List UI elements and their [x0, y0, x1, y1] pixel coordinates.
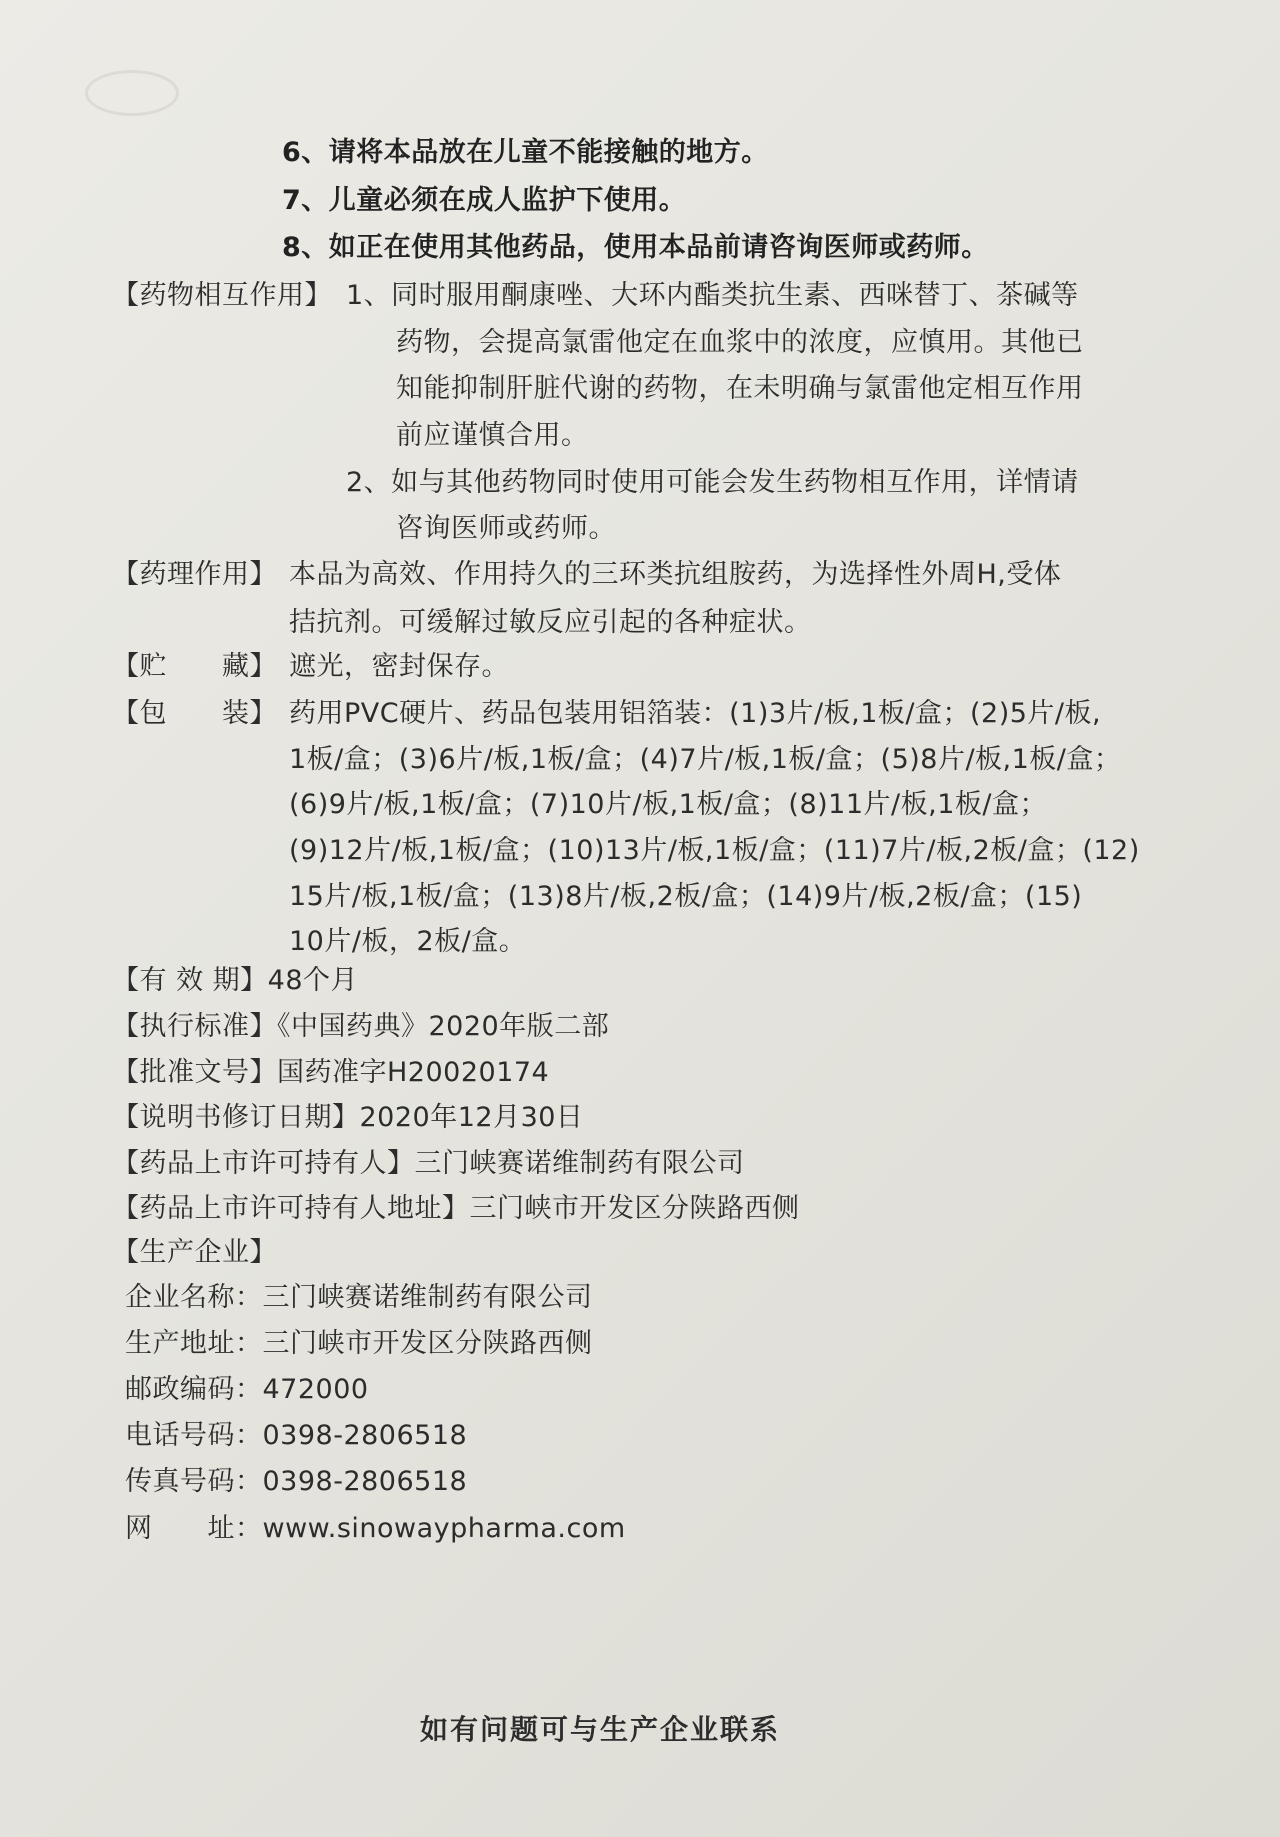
- manufacturer-fax: 传真号码：0398-2806518: [125, 1466, 468, 1497]
- interaction-line: 知能抑制肝脏代谢的药物，在未明确与氯雷他定相互作用: [396, 373, 1084, 404]
- precaution-6: 6、请将本品放在儿童不能接触的地方。: [282, 137, 769, 168]
- package-line: 10片/板，2板/盒。: [289, 926, 527, 957]
- manufacturer-address: 生产地址：三门峡市开发区分陕路西侧: [125, 1328, 593, 1359]
- interaction-line: 前应谨慎合用。: [396, 420, 589, 451]
- precaution-7: 7、儿童必须在成人监护下使用。: [282, 185, 687, 216]
- approval-line: 【批准文号】国药准字H20020174: [112, 1057, 550, 1088]
- manufacturer-postcode: 邮政编码：472000: [125, 1374, 369, 1405]
- interaction-line: 2、如与其他药物同时使用可能会发生药物相互作用，详情请: [346, 467, 1079, 498]
- standard-line: 【执行标准】《中国药典》2020年版二部: [112, 1011, 610, 1042]
- package-line: 1板/盒；(3)6片/板,1板/盒；(4)7片/板,1板/盒；(5)8片/板,1板/盒；: [289, 744, 1122, 775]
- pharmacology-line: 本品为高效、作用持久的三环类抗组胺药，为选择性外周H,受体: [289, 559, 1062, 590]
- interaction-line: 药物，会提高氯雷他定在血浆中的浓度，应慎用。其他已: [396, 327, 1084, 358]
- package-label: 【包 装】: [112, 698, 277, 729]
- storage-value: 遮光，密封保存。: [289, 651, 509, 682]
- package-line: 药用PVC硬片、药品包装用铝箔装：(1)3片/板,1板/盒；(2)5片/板,: [289, 698, 1102, 729]
- manufacturer-phone: 电话号码：0398-2806518: [125, 1420, 468, 1451]
- mah-line: 【药品上市许可持有人】三门峡赛诺维制药有限公司: [112, 1148, 745, 1179]
- manufacturer-website: 网 址：www.sinowaypharma.com: [125, 1513, 626, 1544]
- package-line: (9)12片/板,1板/盒；(10)13片/板,1板/盒；(11)7片/板,2板/盒；(12): [289, 835, 1140, 866]
- revision-date-line: 【说明书修订日期】2020年12月30日: [112, 1102, 584, 1133]
- interaction-label: 【药物相互作用】: [112, 280, 332, 311]
- footer-note: 如有问题可与生产企业联系: [420, 1713, 781, 1746]
- manufacturer-name: 企业名称：三门峡赛诺维制药有限公司: [125, 1282, 593, 1313]
- package-line: (6)9片/板,1板/盒；(7)10片/板,1板/盒；(8)11片/板,1板/盒；: [289, 789, 1047, 820]
- pharmacology-label: 【药理作用】: [112, 559, 277, 590]
- pharmacology-line: 拮抗剂。可缓解过敏反应引起的各种症状。: [289, 607, 812, 638]
- faint-seal-mark: [85, 70, 179, 116]
- mah-address-line: 【药品上市许可持有人地址】三门峡市开发区分陕路西侧: [112, 1193, 800, 1224]
- precaution-8: 8、如正在使用其他药品，使用本品前请咨询医师或药师。: [282, 232, 989, 263]
- interaction-line: 咨询医师或药师。: [396, 513, 616, 544]
- package-line: 15片/板,1板/盒；(13)8片/板,2板/盒；(14)9片/板,2板/盒；(15): [289, 881, 1083, 912]
- validity-line: 【有 效 期】48个月: [112, 965, 359, 996]
- storage-label: 【贮 藏】: [112, 651, 277, 682]
- manufacturer-label: 【生产企业】: [112, 1237, 277, 1268]
- interaction-line: 1、同时服用酮康唑、大环内酯类抗生素、西咪替丁、茶碱等: [346, 280, 1079, 311]
